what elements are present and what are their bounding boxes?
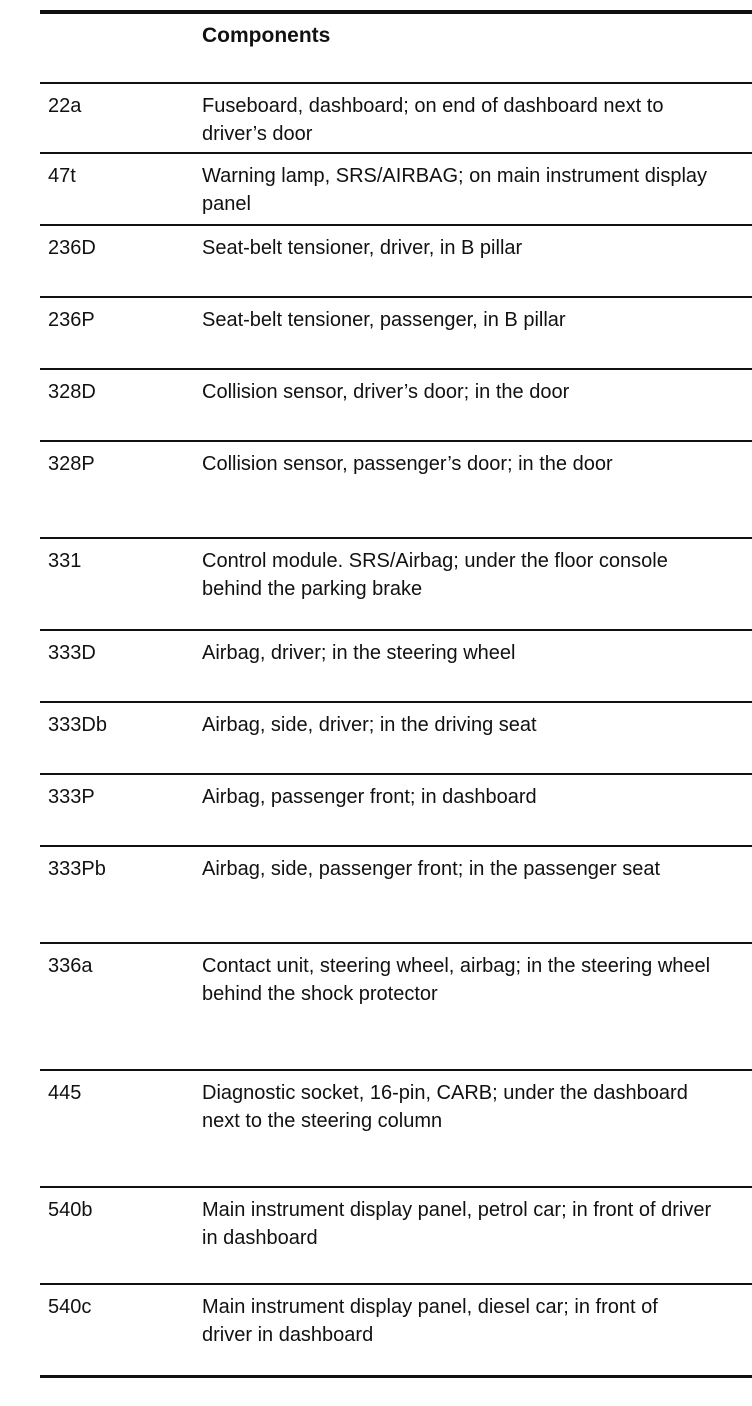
row-description: Diagnostic socket, 16-pin, CARB; under the dashboard next to the steering column <box>202 1082 688 1132</box>
row-code: 333P <box>48 786 95 808</box>
table-row <box>40 944 752 1071</box>
table-row <box>40 154 752 226</box>
row-description: Main instrument display panel, petrol car; in front of driver in dashboard <box>202 1199 712 1249</box>
row-description: Airbag, side, passenger front; in the passenger seat <box>202 858 661 880</box>
row-code: 336a <box>48 955 93 977</box>
row-code: 47t <box>48 165 76 187</box>
row-description: Seat-belt tensioner, driver, in B pillar <box>202 237 523 259</box>
row-code: 328D <box>48 381 96 403</box>
table-row <box>40 298 752 370</box>
row-code: 328P <box>48 453 95 475</box>
table-row <box>40 84 752 154</box>
table-row <box>40 226 752 298</box>
table-row <box>40 1188 752 1285</box>
row-description: Contact unit, steering wheel, airbag; in the steering wheel behind the shock protector <box>202 955 711 1005</box>
table-row <box>40 847 752 944</box>
row-code: 333Pb <box>48 858 106 880</box>
row-code: 22a <box>48 95 82 117</box>
table-row <box>40 703 752 775</box>
table-row <box>40 1071 752 1188</box>
row-code: 236P <box>48 309 95 331</box>
table-row <box>40 631 752 703</box>
row-code: 445 <box>48 1082 82 1104</box>
row-description: Airbag, passenger front; in dashboard <box>202 786 537 808</box>
row-description: Airbag, side, driver; in the driving seat <box>202 714 537 736</box>
row-description: Warning lamp, SRS/AIRBAG; on main instrument display panel <box>202 165 708 215</box>
table-row <box>40 775 752 847</box>
row-description: Main instrument display panel, diesel car; in front of driver in dashboard <box>202 1296 658 1346</box>
table-row <box>40 1285 752 1378</box>
table-row <box>40 539 752 631</box>
row-code: 331 <box>48 550 82 572</box>
row-description: Fuseboard, dashboard; on end of dashboard next to driver’s door <box>202 95 664 145</box>
header-title: Components <box>202 24 331 47</box>
table-row <box>40 370 752 442</box>
row-code: 540b <box>48 1199 93 1221</box>
row-code: 333Db <box>48 714 107 736</box>
row-description: Collision sensor, passenger’s door; in the door <box>202 453 613 475</box>
table-row <box>40 442 752 539</box>
row-code: 540c <box>48 1296 92 1318</box>
row-description: Seat-belt tensioner, passenger, in B pillar <box>202 309 566 331</box>
components-table <box>40 10 752 1378</box>
row-description: Collision sensor, driver’s door; in the door <box>202 381 570 403</box>
row-code: 333D <box>48 642 96 664</box>
row-code: 236D <box>48 237 96 259</box>
row-description: Control module. SRS/Airbag; under the floor console behind the parking brake <box>202 550 668 600</box>
table-header <box>40 14 752 82</box>
row-description: Airbag, driver; in the steering wheel <box>202 642 516 664</box>
